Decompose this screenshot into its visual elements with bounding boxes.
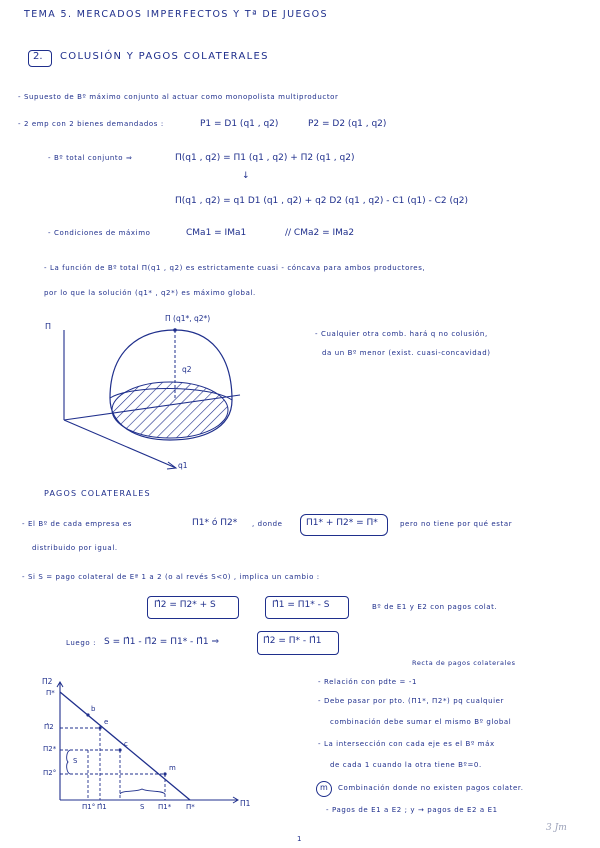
profit-pair: Π1* ó Π2* <box>192 518 238 528</box>
fig1-axis-q1-label: q1 <box>178 461 188 470</box>
intro-line-2-lead: - 2 emp con 2 bienes demandados : <box>18 120 164 128</box>
fig2-x-label-pi-star: Π* <box>186 803 195 811</box>
note-7: - Pagos de E1 a E2 ; y → pagos de E2 a E1 <box>326 806 498 814</box>
point-c <box>118 748 121 751</box>
sp-line-4-formula: S = Π̂1 - Π̂2 = Π1* - Π̂1 ⇒ <box>104 637 220 647</box>
m-marker-letter: m <box>320 783 328 792</box>
sp-line-3: - Si S = pago colateral de Eª 1 a 2 (o al revés S<0) , implica un cambio : <box>22 573 320 581</box>
formula-pi2-hat: Π̂2 = Π2* + S <box>154 600 216 610</box>
point-e <box>98 726 101 729</box>
fig2-label-pi2-star: Π2* <box>43 745 57 753</box>
signature: 3 Jm <box>546 823 567 833</box>
formula-pi2-final: Π̂2 = Π* - Π̂1 <box>263 636 322 646</box>
fig2-x-label-s: S <box>140 803 145 811</box>
fig2-label-m: m <box>169 764 176 772</box>
sp-line-2: distribuido por igual. <box>32 544 118 552</box>
sp-line-1-mid: , donde <box>252 520 283 528</box>
s-brace-horizontal <box>120 789 165 794</box>
formula-pi1-hat: Π̂1 = Π1* - S <box>272 600 330 610</box>
s-brace-vertical <box>67 750 70 774</box>
boxes-caption: Bº de E1 y E2 con pagos colat. <box>372 603 498 611</box>
intro-line-4-lead: - Condiciones de máximo <box>48 229 151 237</box>
fig2-label-pi2-low: Π2° <box>43 769 57 777</box>
note-1: - Relación con pdte = -1 <box>318 678 418 686</box>
profit-sum-formula: Π1* + Π2* = Π* <box>306 518 378 528</box>
max-condition-1: CMa1 = IMa1 <box>186 228 247 238</box>
demand-function-1: P1 = D1 (q1 , q2) <box>200 119 279 129</box>
fig2-label-pi2-hat: Π̂2 <box>44 723 54 731</box>
fig2-label-e: e <box>104 718 109 726</box>
fig2-label-b: b <box>91 705 96 713</box>
side-payments-title: PAGOS COLATERALES <box>44 489 151 498</box>
sp-line-4-lead: Luego : <box>66 639 97 647</box>
sp-line-1-lead: - El Bº de cada empresa es <box>22 520 133 528</box>
fig2-x-label-pi1-hat: Π̂1 <box>97 803 107 811</box>
profit-expanded-formula: Π(q1 , q2) = q1 D1 (q1 , q2) + q2 D2 (q1 , q2) - C1 (q1) - C2 (q2) <box>175 196 468 206</box>
intro-line-3-lead: - Bº total conjunto ⇒ <box>48 154 133 162</box>
intro-line-6: por lo que la solución (q1* , q2*) es máximo global. <box>44 289 256 297</box>
fig2-x-label-pi1-low: Π1° <box>82 803 96 811</box>
page-title: TEMA 5. MERCADOS IMPERFECTOS Y Tª DE JUEGOS <box>24 9 328 20</box>
derivation-arrow: ↓ <box>242 171 250 181</box>
fig1-note-line-2: da un Bº menor (exist. cuasi-concavidad) <box>322 349 491 357</box>
note-3: combinación debe sumar el mismo Bº global <box>330 718 512 726</box>
note-5: de cada 1 cuando la otra tiene Bº=0. <box>330 761 482 769</box>
note-4: - La intersección con cada eje es el Bº máx <box>318 740 495 748</box>
fig2-label-pi-star: Π* <box>46 689 55 697</box>
section-number: 2. <box>33 51 43 62</box>
fig1-axis-q2-label: q2 <box>182 365 192 374</box>
point-b <box>86 713 89 716</box>
fig2-x-label-pi1-star: Π1* <box>158 803 172 811</box>
fig1-note-line-1: - Cualquier otra comb. hará q no colusión, <box>315 330 488 338</box>
fig1-y-axis-label: Π <box>45 322 52 331</box>
section-title: COLUSIÓN Y PAGOS COLATERALES <box>60 51 269 62</box>
fig2-label-s: S <box>73 757 78 765</box>
note-6: Combinación donde no existen pagos colater. <box>338 784 524 792</box>
intro-line-1: - Supuesto de Bº máximo conjunto al actuar como monopolista multiproductor <box>18 93 339 101</box>
notes-heading: Recta de pagos colaterales <box>412 659 516 667</box>
profit-total-formula: Π(q1 , q2) = Π1 (q1 , q2) + Π2 (q1 , q2) <box>175 153 355 163</box>
max-condition-2: // CMa2 = IMa2 <box>285 228 355 238</box>
demand-function-2: P2 = D2 (q1 , q2) <box>308 119 387 129</box>
fig2-y-axis-label: Π2 <box>42 677 53 686</box>
page-number: 1 <box>297 835 302 843</box>
fig1-peak-label: Π (q1*, q2*) <box>165 314 211 323</box>
note-2: - Debe pasar por pto. (Π1*, Π2*) pq cualquier <box>318 697 505 705</box>
intro-line-5: - La función de Bº total Π(q1 , q2) es estrictamente cuasi - cóncava para ambos productores, <box>44 264 426 272</box>
fig2-label-c: c <box>124 740 128 748</box>
point-m <box>163 772 166 775</box>
fig2-x-axis-label: Π1 <box>240 799 251 808</box>
sp-line-1-tail: pero no tiene por qué estar <box>400 520 513 528</box>
